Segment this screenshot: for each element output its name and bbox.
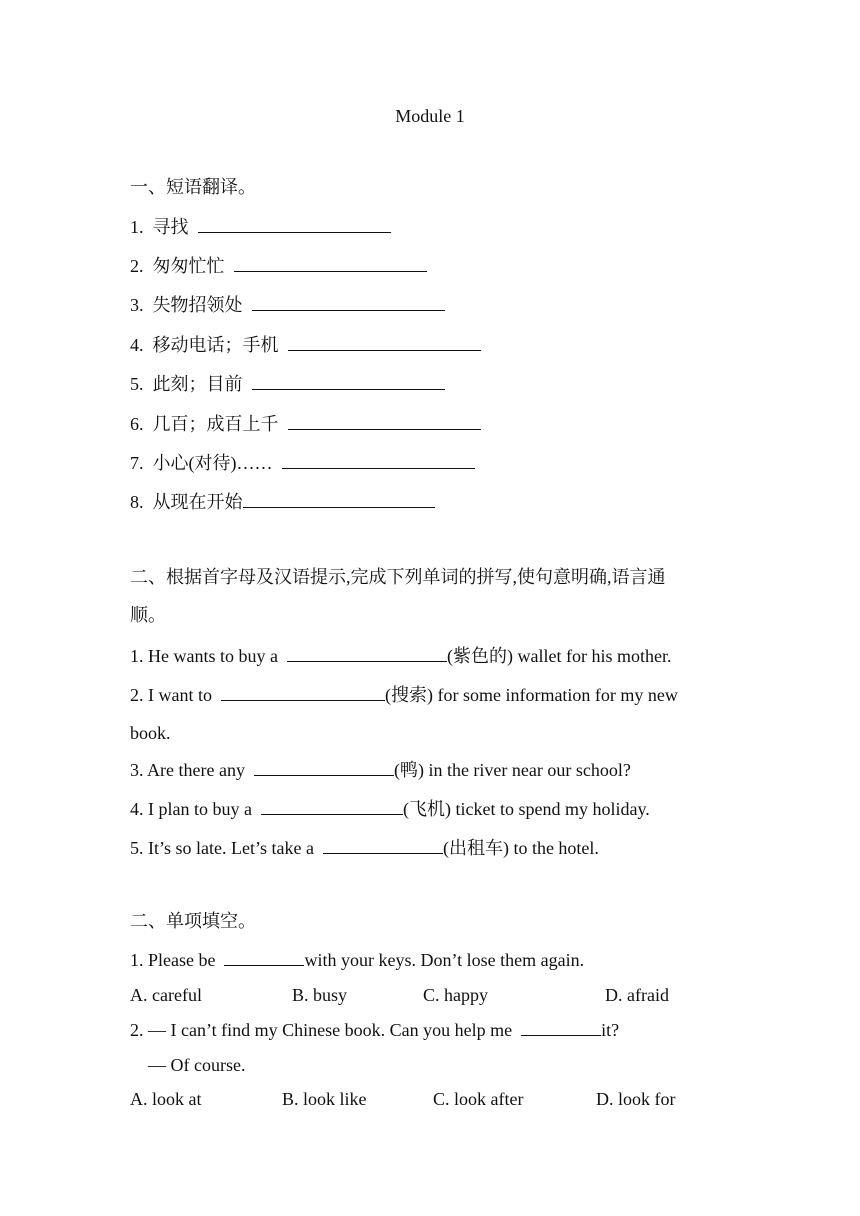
answer-blank[interactable] (287, 645, 447, 662)
answer-blank[interactable] (521, 1019, 601, 1036)
answer-blank[interactable] (282, 452, 475, 469)
sentence-text: (飞机) ticket to spend my holiday. (402, 799, 650, 819)
list-item (130, 216, 391, 238)
sentence-text: (出租车) to the hotel. (442, 838, 599, 858)
answer-blank[interactable] (252, 294, 445, 311)
item-text: 小心(对待)…… (152, 453, 273, 473)
answer-blank[interactable] (261, 798, 403, 815)
section2-heading: 二、根据首字母及汉语提示,完成下列单词的拼写,使句意明确,语言通 (130, 567, 666, 587)
list-item (130, 452, 475, 474)
question-text: 2. — I can’t find my Chinese book. Can you help me (130, 1020, 513, 1040)
question-text: it? (601, 1020, 620, 1040)
item-number: 7. (130, 453, 144, 473)
item-text: 匆匆忙忙 (152, 256, 225, 276)
answer-blank[interactable] (198, 216, 391, 233)
item-number: 8. (130, 492, 144, 512)
sentence-text: 4. I plan to buy a (130, 799, 252, 819)
list-item (130, 334, 481, 356)
question-item (130, 1019, 619, 1041)
item-number: 5. (130, 374, 144, 394)
list-item (130, 255, 427, 277)
item-number: 3. (130, 295, 144, 315)
item-number: 2. (130, 256, 144, 276)
sentence-text: (鸭) in the river near our school? (393, 760, 631, 780)
question-text: 1. Please be (130, 950, 216, 970)
page-title: Module 1 (395, 106, 465, 126)
answer-blank[interactable] (288, 334, 481, 351)
sentence-text: (搜索) for some information for my new (384, 685, 678, 705)
item-text: 失物招领处 (152, 295, 243, 315)
section3-heading: 二、单项填空。 (130, 911, 256, 931)
sentence-item (130, 759, 631, 781)
sentence-item (130, 798, 650, 820)
answer-blank[interactable] (221, 684, 385, 701)
sentence-continuation: book. (130, 723, 171, 743)
sentence-item (130, 684, 678, 706)
item-number: 4. (130, 335, 144, 355)
list-item (130, 373, 445, 395)
item-text: 从现在开始 (152, 492, 243, 512)
sentence-text: 1. He wants to buy a (130, 646, 278, 666)
section2-heading-cont: 顺。 (130, 605, 166, 625)
answer-blank[interactable] (234, 255, 427, 272)
item-text: 移动电话；手机 (152, 335, 279, 355)
item-text: 此刻；目前 (152, 374, 243, 394)
sentence-text: 5. It’s so late. Let’s take a (130, 838, 314, 858)
list-item (130, 294, 445, 316)
list-item (130, 413, 481, 435)
option-b[interactable]: B. busy (292, 985, 348, 1005)
answer-blank[interactable] (224, 949, 304, 966)
option-c[interactable]: C. happy (423, 985, 488, 1005)
answer-blank[interactable] (252, 373, 445, 390)
item-number: 6. (130, 414, 144, 434)
sentence-text: 2. I want to (130, 685, 212, 705)
sentence-item (130, 645, 671, 667)
option-c[interactable]: C. look after (433, 1089, 524, 1109)
answer-blank[interactable] (243, 491, 435, 508)
sentence-item (130, 837, 599, 859)
question-item (130, 949, 584, 971)
item-text: 寻找 (152, 217, 189, 237)
question-text: with your keys. Don’t lose them again. (304, 950, 585, 970)
section1-heading: 一、短语翻译。 (130, 177, 256, 197)
item-text: 几百；成百上千 (152, 414, 279, 434)
answer-blank[interactable] (323, 837, 443, 854)
answer-blank[interactable] (254, 759, 394, 776)
option-a[interactable]: A. look at (130, 1089, 202, 1109)
option-d[interactable]: D. afraid (605, 985, 669, 1005)
question-reply: — Of course. (148, 1055, 246, 1075)
option-b[interactable]: B. look like (282, 1089, 367, 1109)
option-a[interactable]: A. careful (130, 985, 202, 1005)
list-item (130, 491, 435, 513)
option-d[interactable]: D. look for (596, 1089, 676, 1109)
sentence-text: (紫色的) wallet for his mother. (446, 646, 672, 666)
item-number: 1. (130, 217, 144, 237)
sentence-text: 3. Are there any (130, 760, 245, 780)
answer-blank[interactable] (288, 413, 481, 430)
